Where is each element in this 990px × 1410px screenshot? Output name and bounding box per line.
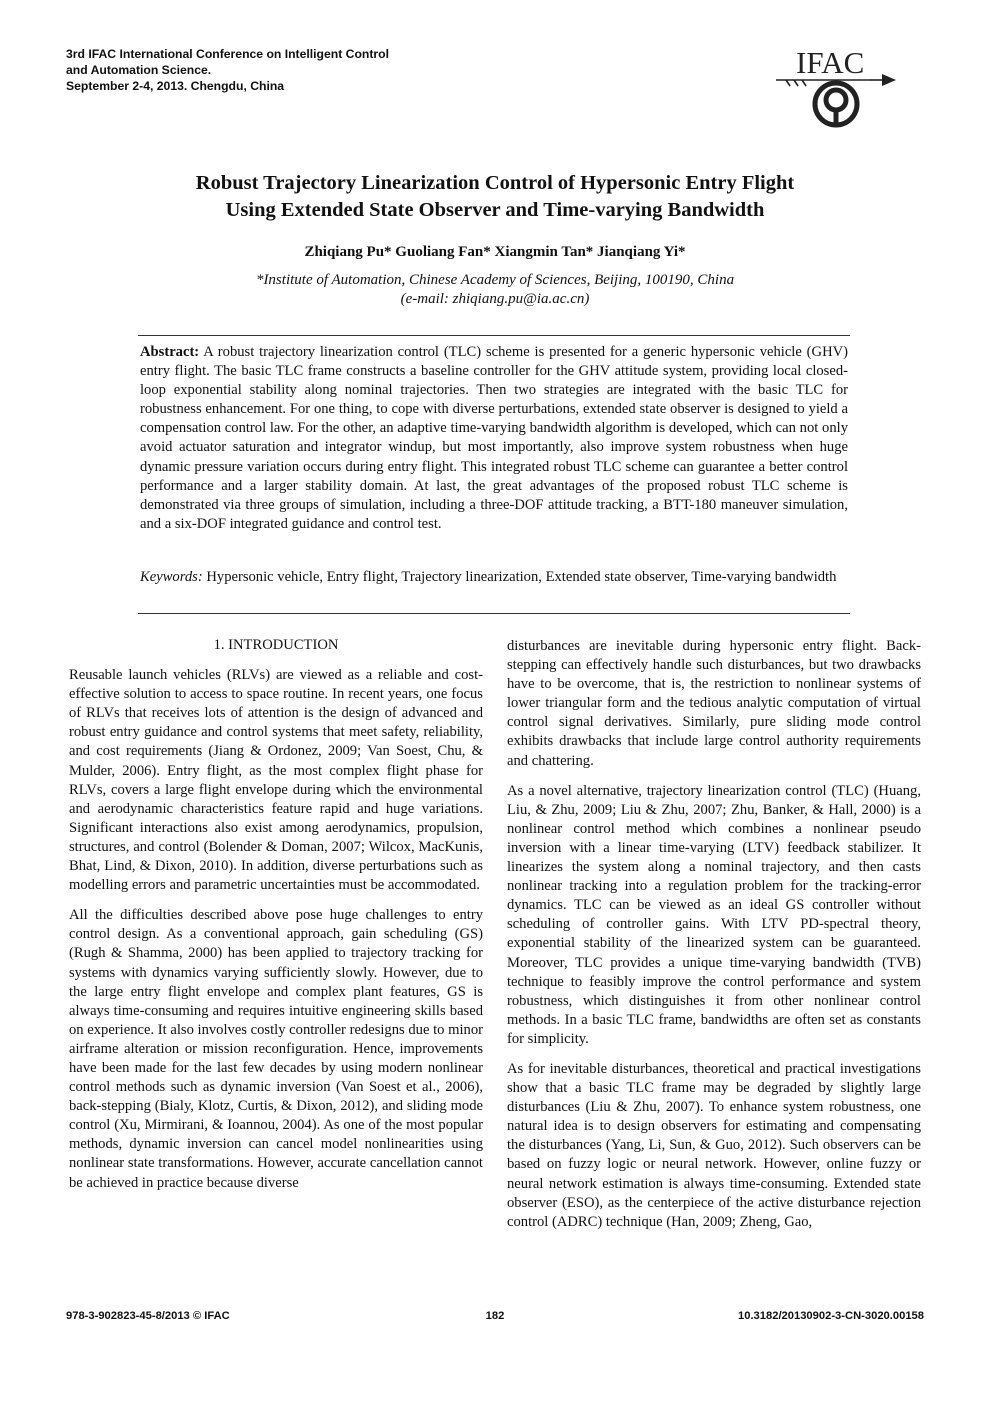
keywords-label: Keywords: [140, 569, 203, 585]
keywords-text: Hypersonic vehicle, Entry flight, Trajectory linearization, Extended state observer, Time-varying bandwidth [206, 569, 837, 585]
title-line: Robust Trajectory Linearization Control of Hypersonic Entry Flight [195, 172, 795, 194]
abstract [140, 343, 848, 534]
conference-info [66, 46, 466, 94]
conference-line: September 2-4, 2013. Chengdu, China [66, 79, 285, 93]
isbn: 978-3-902823-45-8/2013 © IFAC [66, 1310, 230, 1322]
conference-line: 3rd IFAC International Conference on Intelligent Control [66, 47, 389, 61]
affiliation-line: *Institute of Automation, Chinese Academy of Sciences, Beijing, 100190, China [255, 272, 735, 288]
abstract-label: Abstract: [140, 344, 200, 360]
title-line: Using Extended State Observer and Time-varying Bandwidth [225, 199, 765, 221]
paragraph: As a novel alternative, trajectory linearization control (TLC) (Huang, Liu, & Zhu, 2009; Liu & Zhu, 2007; Zhu, Banker, & Hall, 2000) is a nonlinear control method which combines a nonlinear pseudo inversion with a linear time-varying (LTV) feedback stabilizer. It linearizes the system along a nominal trajectory, and then casts nonlinear tracking into a regulation problem for the tracking-error dynamics. TLC can be viewed as an ideal GS controller without scheduling of controller gains. With LTV PD-spectral theory, exponential stability of the linearized system can be guaranteed. Moreover, TLC provides a unique time-varying bandwidth (TVB) technique to feasibly improve the control performance and system robustness, which distinguishes it from other nonlinear control methods. In a basic TLC frame, bandwidths are often set as constants for simplicity. [507, 782, 921, 1047]
authors: Zhiqiang Pu* Guoliang Fan* Xiangmin Tan* Jianqiang Yi* [304, 244, 686, 260]
logo-text: IFAC [796, 45, 865, 80]
abstract-bottom-rule [138, 613, 850, 614]
page-footer [66, 1310, 924, 1326]
ifac-logo [774, 40, 924, 135]
keywords [140, 568, 848, 587]
paper-title [60, 170, 930, 224]
abstract-top-rule [138, 335, 850, 336]
left-column [69, 636, 483, 1204]
paragraph: Reusable launch vehicles (RLVs) are viewed as a reliable and cost-effective solution to access to space routine. In recent years, one focus of RLVs that receives lots of attention is the design of advanced and robust entry guidance and control systems that meet safety, reliability, and cost requirements (Jiang & Ordonez, 2009; Van Soest, Chu, & Mulder, 2006). Entry flight, as the most complex flight phase for RLVs, covers a large flight envelope during which the environmental and aerodynamic characteristics feature rapid and huge variations. Significant interactions also exist among aerodynamics, propulsion, structures, and control (Bolender & Doman, 2007; Wilcox, MacKunis, Bhat, Lind, & Dixon, 2010). In addition, diverse perturbations such as modelling errors and parametric uncertainties must be accommodated. [69, 667, 483, 894]
paragraph: All the difficulties described above pose huge challenges to entry control design. As a conventional approach, gain scheduling (GS) (Rugh & Shamma, 2000) has been applied to trajectory tracking for systems with dynamics varying sufficiently slowly. However, due to the large entry flight envelope and complex plant features, GS is always time-consuming and requires intuitive engineering skills based on experience. It also involves costly controller redesigns due to minor airframe alteration or mission reconfiguration. Hence, improvements have been made for the last few decades by using modern nonlinear control methods such as dynamic inversion (Van Soest et al., 2006), back-stepping (Bialy, Klotz, Curtis, & Dixon, 2012), and sliding mode control (Xu, Mirmirani, & Ioannou, 2004). As one of the most popular methods, dynamic inversion can cancel model nonlinearities using nonlinear state transformations. However, accurate cancellation cannot be achieved in practice because diverse [69, 907, 483, 1191]
doi: 10.3182/20130902-3-CN-3020.00158 [738, 1310, 924, 1322]
paragraph: disturbances are inevitable during hypersonic entry flight. Back-stepping can effectively handle such disturbances, but two drawbacks have to be overcome, that is, the restriction to nonlinear systems of lower triangular form and the tedious analytic computation of virtual control signal derivatives. Similarly, pure sliding mode control exhibits drawbacks that include large control authority requirements and chattering. [507, 638, 921, 769]
abstract-text: A robust trajectory linearization control (TLC) scheme is presented for a generic hypersonic vehicle (GHV) entry flight. The basic TLC frame constructs a baseline controller for the GHV attitude system, providing local closed-loop exponential stability along nominal trajectories. Then two strategies are integrated with the basic TLC for robustness enhancement. For one thing, to cope with diverse perturbations, extended state observer is designed to yield a compensation control law. For the other, an adaptive time-varying bandwidth algorithm is developed, which can not only avoid actuator saturation and integrator windup, but most importantly, also improve system robustness when huge dynamic pressure variation occurs during entry flight. This integrated robust TLC scheme can guarantee a better control performance and a larger stability domain. At last, the great advantages of the proposed robust TLC scheme is demonstrated via three groups of simulation, including a three-DOF attitude tracking, a BTT-180 maneuver simulation, and a six-DOF integrated guidance and control test. [140, 344, 849, 532]
page-number: 182 [485, 1310, 505, 1322]
conference-line: and Automation Science. [66, 63, 212, 77]
email-line: (e-mail: zhiqiang.pu@ia.ac.cn) [400, 291, 590, 307]
paragraph: As for inevitable disturbances, theoretical and practical investigations show that a basic TLC frame may be degraded by slightly large disturbances (Liu & Zhu, 2007). To enhance system robustness, one natural idea is to design observers for estimating and compensating the disturbances (Yang, Li, Sun, & Guo, 2012). Such observers can be based on fuzzy logic or neural network. However, online fuzzy or neural network estimation is always time-consuming. Extended state observer (ESO), as the centerpiece of the active disturbance rejection control (ADRC) technique (Han, 2009; Zheng, Gao, [507, 1060, 921, 1230]
section-heading: 1. INTRODUCTION [213, 637, 339, 653]
affiliation [60, 271, 930, 309]
right-column [507, 637, 921, 1243]
